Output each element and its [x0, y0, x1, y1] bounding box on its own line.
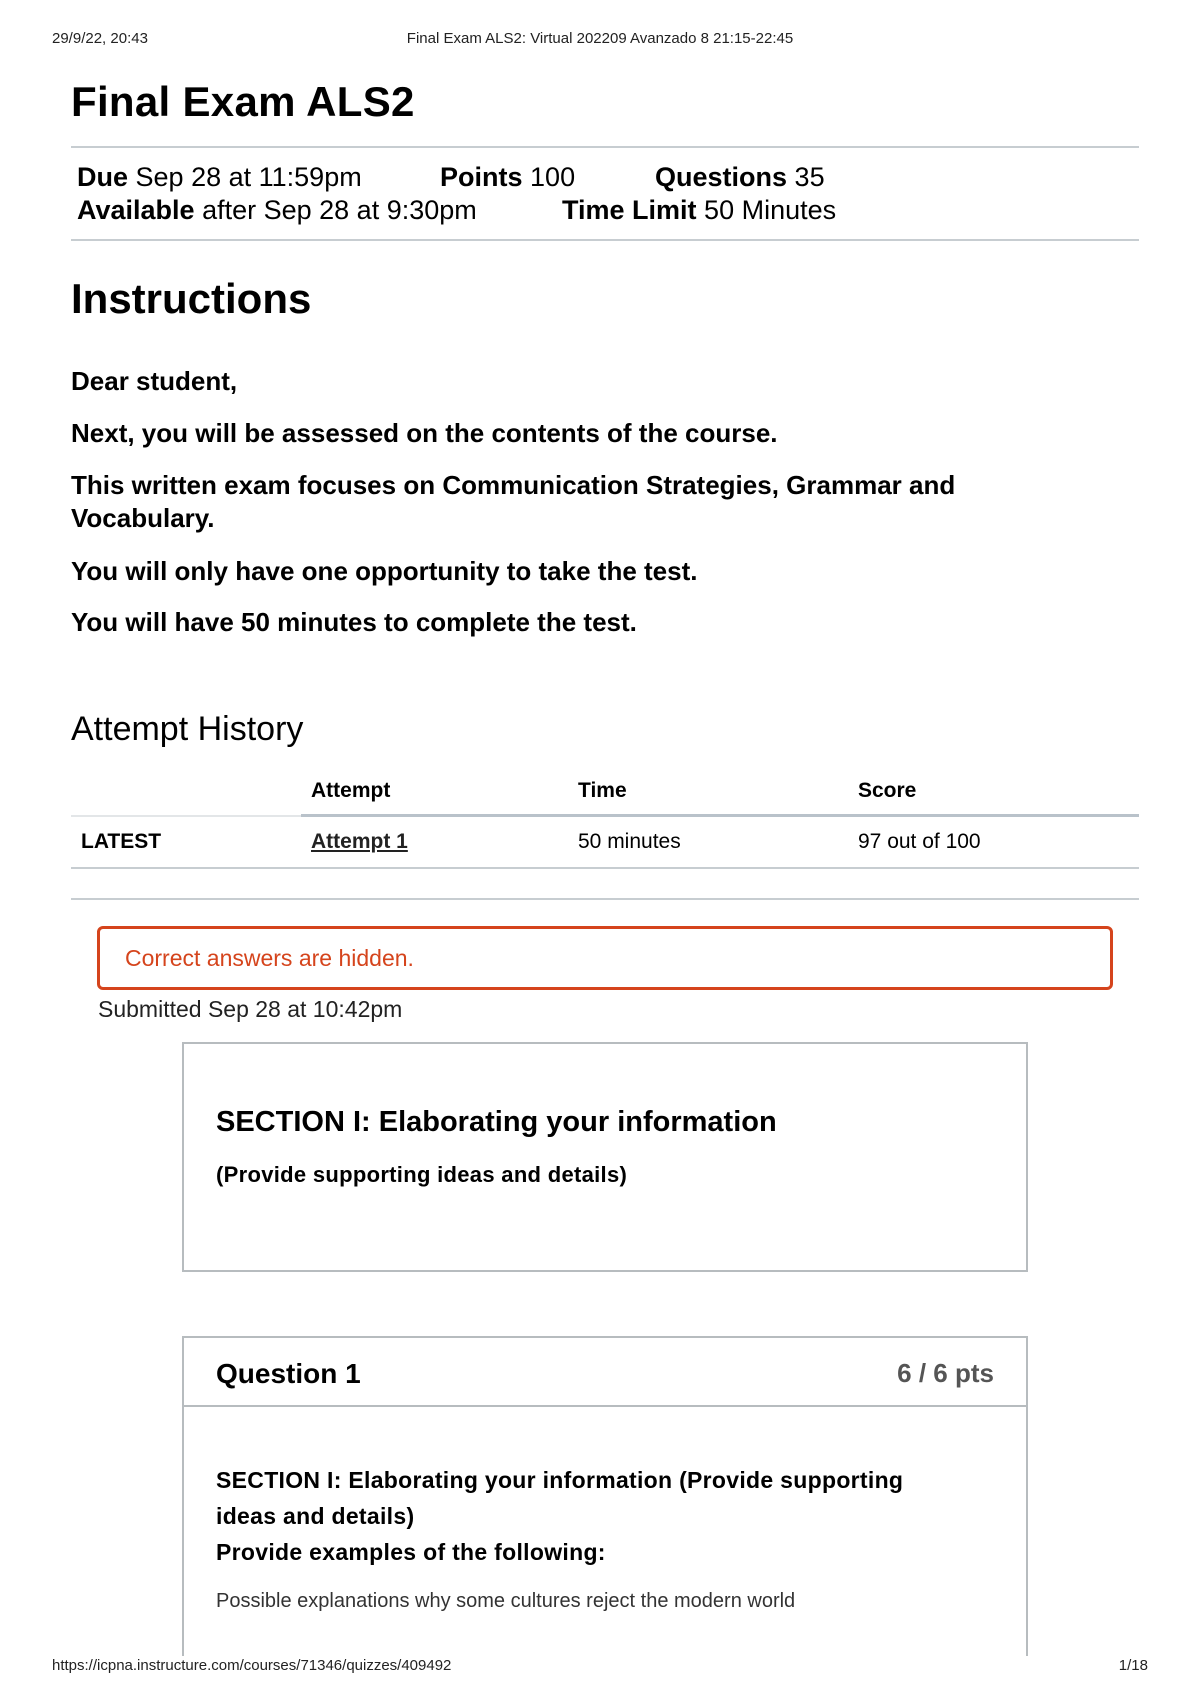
print-date: 29/9/22, 20:43: [52, 30, 148, 47]
question-prompt: Possible explanations why some cultures reject the modern world: [216, 1590, 796, 1612]
question-card: [182, 1336, 1028, 1656]
available-value: after Sep 28 at 9:30pm: [202, 195, 477, 225]
divider: [71, 146, 1139, 148]
questions-item: [655, 162, 825, 193]
column-header: [71, 770, 301, 816]
question-header: [184, 1338, 1026, 1407]
due-item: [77, 162, 362, 193]
column-header-score: Score: [848, 770, 1139, 816]
due-value: Sep 28 at 11:59pm: [135, 162, 362, 192]
correct-answers-hidden-alert: [97, 926, 1113, 990]
instructions-paragraph: This written exam focuses on Communication Strategies, Grammar and Vocabulary.: [71, 470, 956, 533]
questions-label: Questions: [655, 162, 788, 192]
question-text: SECTION I: Elaborating your information (Provide supporting ideas and details): [216, 1467, 904, 1529]
instructions-heading: Instructions: [71, 275, 312, 322]
section-title: SECTION I: Elaborating your information: [216, 1106, 777, 1138]
alert-text: Correct answers are hidden.: [125, 945, 414, 971]
instructions-paragraph: Next, you will be assessed on the contents of the course.: [71, 418, 778, 448]
attempt-history-heading: Attempt History: [71, 710, 304, 748]
question-points: 6 / 6 pts: [897, 1358, 994, 1388]
column-header-attempt: Attempt: [301, 770, 568, 816]
print-header: [52, 30, 1148, 50]
question-title: Question 1: [216, 1358, 361, 1389]
time-limit-label: Time Limit: [562, 195, 697, 225]
instructions-paragraph: Dear student,: [71, 366, 238, 396]
section-subtitle: (Provide supporting ideas and details): [216, 1162, 628, 1187]
page-title: Final Exam ALS2: [71, 78, 415, 125]
print-footer: [52, 1657, 1148, 1677]
score-cell: 97 out of 100: [848, 816, 1139, 869]
attempt-cell: [301, 816, 568, 869]
divider: [71, 239, 1139, 241]
divider: [71, 898, 1139, 900]
available-label: Available: [77, 195, 195, 225]
available-item: [77, 195, 477, 226]
quiz-meta-row-1: [77, 162, 1137, 194]
print-page-number: 1/18: [1118, 1657, 1148, 1674]
points-value: 100: [530, 162, 576, 192]
column-header-time: Time: [568, 770, 848, 816]
points-label: Points: [440, 162, 523, 192]
submitted-timestamp: Submitted Sep 28 at 10:42pm: [98, 996, 403, 1022]
question-instruction: Provide examples of the following:: [216, 1539, 606, 1565]
print-url: https://icpna.instructure.com/courses/71346/quizzes/409492: [52, 1657, 452, 1674]
instructions-paragraph: You will have 50 minutes to complete the test.: [71, 607, 637, 637]
quiz-meta-row-2: [77, 195, 1137, 227]
attempt-history-table: [71, 770, 1139, 869]
section-header-box: [182, 1042, 1028, 1272]
time-limit-value: 50 Minutes: [704, 195, 837, 225]
time-cell: 50 minutes: [568, 816, 848, 869]
time-limit-item: [562, 195, 836, 226]
print-doc-title: Final Exam ALS2: Virtual 202209 Avanzado 8 21:15-22:45: [406, 30, 794, 47]
attempt-link[interactable]: Attempt 1: [311, 830, 408, 853]
table-header-row: [71, 770, 1139, 816]
due-label: Due: [77, 162, 129, 192]
latest-badge: LATEST: [71, 816, 301, 869]
questions-value: 35: [794, 162, 825, 192]
points-item: [440, 162, 575, 193]
table-row: [71, 816, 1139, 869]
instructions-paragraph: You will only have one opportunity to take the test.: [71, 556, 698, 586]
